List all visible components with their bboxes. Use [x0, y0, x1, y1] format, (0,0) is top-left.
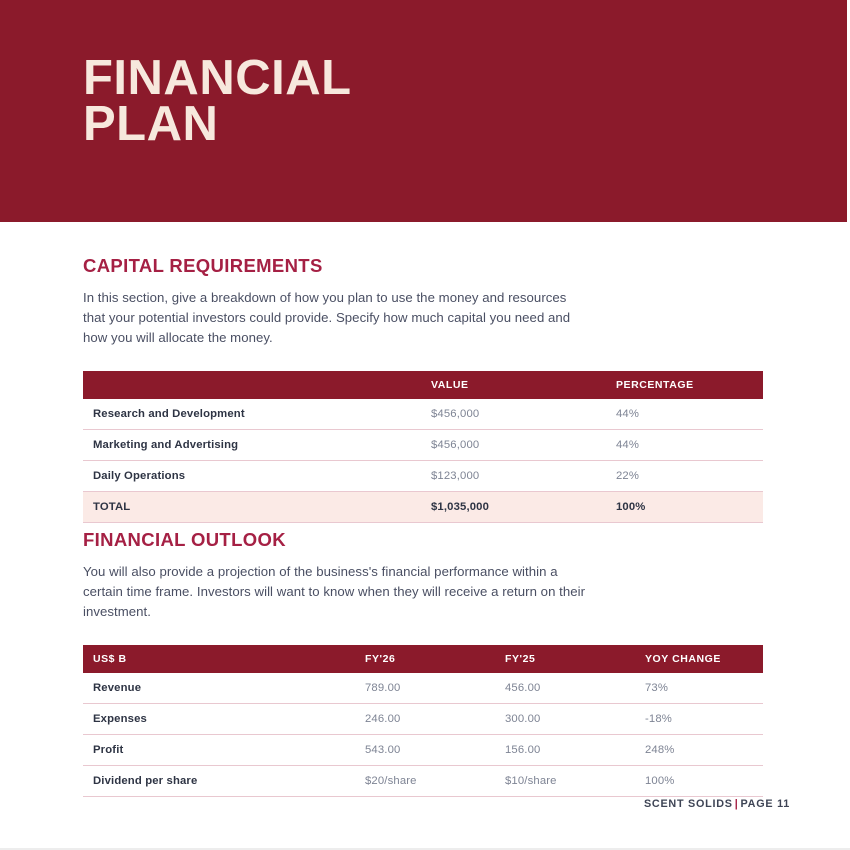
table-header-row: [83, 645, 763, 673]
footer-separator: |: [734, 798, 739, 810]
cell-value: $456,000: [431, 430, 616, 461]
cell-category: Marketing and Advertising: [83, 430, 431, 461]
cell-yoy: 73%: [645, 673, 763, 704]
table-header-row: [83, 371, 763, 399]
cell-category: Research and Development: [83, 399, 431, 430]
cell-fy26: 246.00: [365, 704, 505, 735]
section-financial-outlook: [83, 529, 763, 797]
financial-outlook-heading: FINANCIAL OUTLOOK: [83, 529, 286, 550]
table-row: [83, 430, 763, 461]
table-row: [83, 766, 763, 797]
table-row: [83, 673, 763, 704]
column-header-unit: US$ B: [83, 645, 365, 673]
cell-fy25: 156.00: [505, 735, 645, 766]
table-row: [83, 735, 763, 766]
cell-metric: Profit: [83, 735, 365, 766]
cell-metric: Revenue: [83, 673, 365, 704]
column-header-value: VALUE: [431, 371, 616, 399]
financial-outlook-body: You will also provide a projection of the business's financial performance within a certain time frame. Investors will want to know when they will receive a return on their investment.: [83, 564, 586, 620]
capital-requirements-heading: CAPITAL REQUIREMENTS: [83, 255, 323, 276]
table-row: [83, 461, 763, 492]
cell-metric: Dividend per share: [83, 766, 365, 797]
column-header-category: [83, 371, 431, 399]
cell-fy26: 543.00: [365, 735, 505, 766]
section-capital-requirements: [83, 255, 763, 523]
cell-fy26: 789.00: [365, 673, 505, 704]
cell-yoy: -18%: [645, 704, 763, 735]
cell-value: $1,035,000: [431, 492, 616, 523]
cell-fy26: $20/share: [365, 766, 505, 797]
cell-value: $123,000: [431, 461, 616, 492]
financial-outlook-table: [83, 645, 763, 797]
cell-category: Daily Operations: [83, 461, 431, 492]
table-row: [83, 399, 763, 430]
column-header-fy25: FY'25: [505, 645, 645, 673]
cell-percentage: 44%: [616, 430, 763, 461]
cell-fy25: 300.00: [505, 704, 645, 735]
cell-percentage: 100%: [616, 492, 763, 523]
page-title: FINANCIAL PLAN: [83, 51, 352, 152]
column-header-yoy-change: YOY CHANGE: [645, 645, 763, 673]
cell-metric: Expenses: [83, 704, 365, 735]
footer-brand: SCENT SOLIDS: [643, 798, 733, 810]
capital-requirements-table: [83, 371, 763, 523]
capital-requirements-body: In this section, give a breakdown of how you plan to use the money and resources that your potential investors could provide. Specify how much capital you need and how you will allocate the money.: [83, 290, 571, 346]
cell-fy25: $10/share: [505, 766, 645, 797]
column-header-fy26: FY'26: [365, 645, 505, 673]
cell-category: TOTAL: [83, 492, 431, 523]
cell-percentage: 22%: [616, 461, 763, 492]
table-row: [83, 704, 763, 735]
cell-percentage: 44%: [616, 399, 763, 430]
page-banner: [0, 0, 847, 222]
footer-page-number: PAGE 11: [740, 798, 790, 810]
page-footer: [644, 798, 790, 810]
cell-yoy: 248%: [645, 735, 763, 766]
column-header-percentage: PERCENTAGE: [616, 371, 763, 399]
cell-value: $456,000: [431, 399, 616, 430]
cell-fy25: 456.00: [505, 673, 645, 704]
cell-yoy: 100%: [645, 766, 763, 797]
table-row-total: [83, 492, 763, 523]
